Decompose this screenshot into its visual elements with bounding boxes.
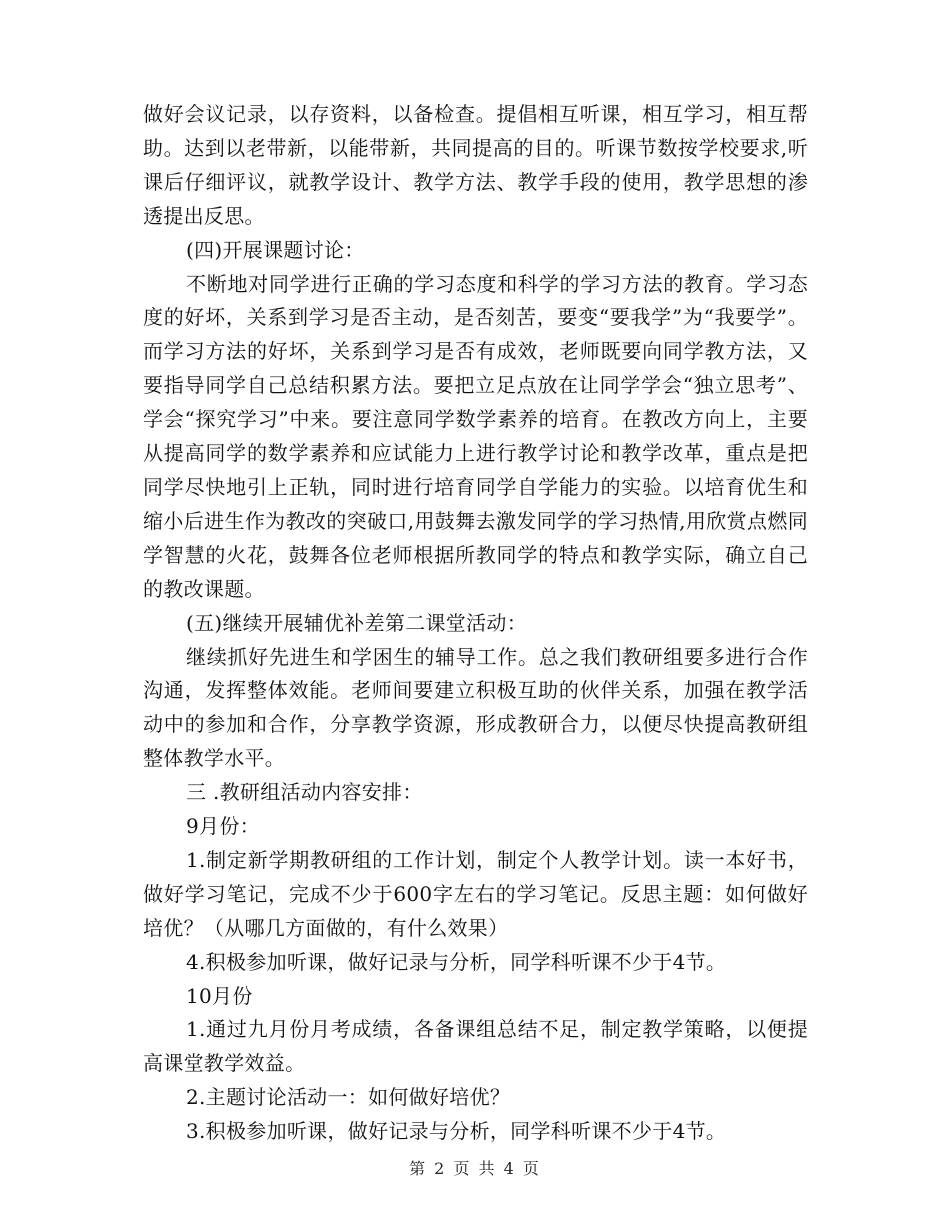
paragraph-learning-methods: 不断地对同学进行正确的学习态度和科学的学习方法的教育。学习态度的好坏，关系到学习是否主动，是否刻苦，要变“要我学”为“我要学”。而学习方法的好坏，关系到学习是否有成效，老师既要向同学教方法，又要指导同学自己总结积累方法。要把立足点放在让同学学会“独立思考”、学会“探究学习”中来。要注意同学数学素养的培育。在教改方向上，主要从提高同学的数学素养和应试能力上进行教学讨论和教学改革，重点是把同学尽快地引上正轨，同时进行培育同学自学能力的实验。以培育优生和缩小后进生作为教改的突破口,用鼓舞去激发同学的学习热情,用欣赏点燃同学智慧的火花，鼓舞各位老师根据所教同学的特点和教学实际，确立自己的教改课题。 [143,271,808,601]
paragraph-meeting-records: 做好会议记录，以存资料，以备检查。提倡相互听课，相互学习，相互帮助。达到以老带新，以能带新，共同提高的目的。听课节数按学校要求,听课后仔细评议，就教学设计、教学方法、教学手段的使用，教学思想的渗透提出反思。 [143,102,808,228]
heading-october: 10月份 [186,983,253,1008]
heading-september: 9月份： [186,814,260,839]
heading-activity-schedule: 三 .教研组活动内容安排： [186,780,423,805]
document-body [143,98,808,1149]
paragraph-tutoring-work: 继续抓好先进生和学困生的辅导工作。总之我们教研组要多进行合作沟通，发挥整体效能。老师间要建立积极互助的伙伴关系，加强在教学活动中的参加和合作，分享教学资源，形成教研合力，以便尽快提高教研组整体教学水平。 [143,644,808,771]
list-item-sept-4: 4.积极参加听课，做好记录与分析，同学科听课不少于4节。 [186,949,727,974]
list-item-sept-1: 1.制定新学期教研组的工作计划，制定个人教学计划。读一本好书，做好学习笔记，完成不少于600字左右的学习笔记。反思主题：如何做好培优？（从哪几方面做的，有什么效果） [143,847,808,940]
page-footer: 第 2 页 共 4 页 [409,1159,541,1178]
heading-topic-discussion: (四)开展课题讨论： [186,237,365,262]
list-item-oct-2: 2.主题讨论活动一：如何做好培优？ [186,1085,511,1110]
heading-second-classroom: (五)继续开展辅优补差第二课堂活动： [186,610,528,635]
list-item-oct-1: 1.通过九月份月考成绩，各备课组总结不足，制定教学策略，以便提高课堂教学效益。 [143,1017,808,1076]
list-item-oct-3: 3.积极参加听课，做好记录与分析，同学科听课不少于4节。 [186,1119,727,1144]
